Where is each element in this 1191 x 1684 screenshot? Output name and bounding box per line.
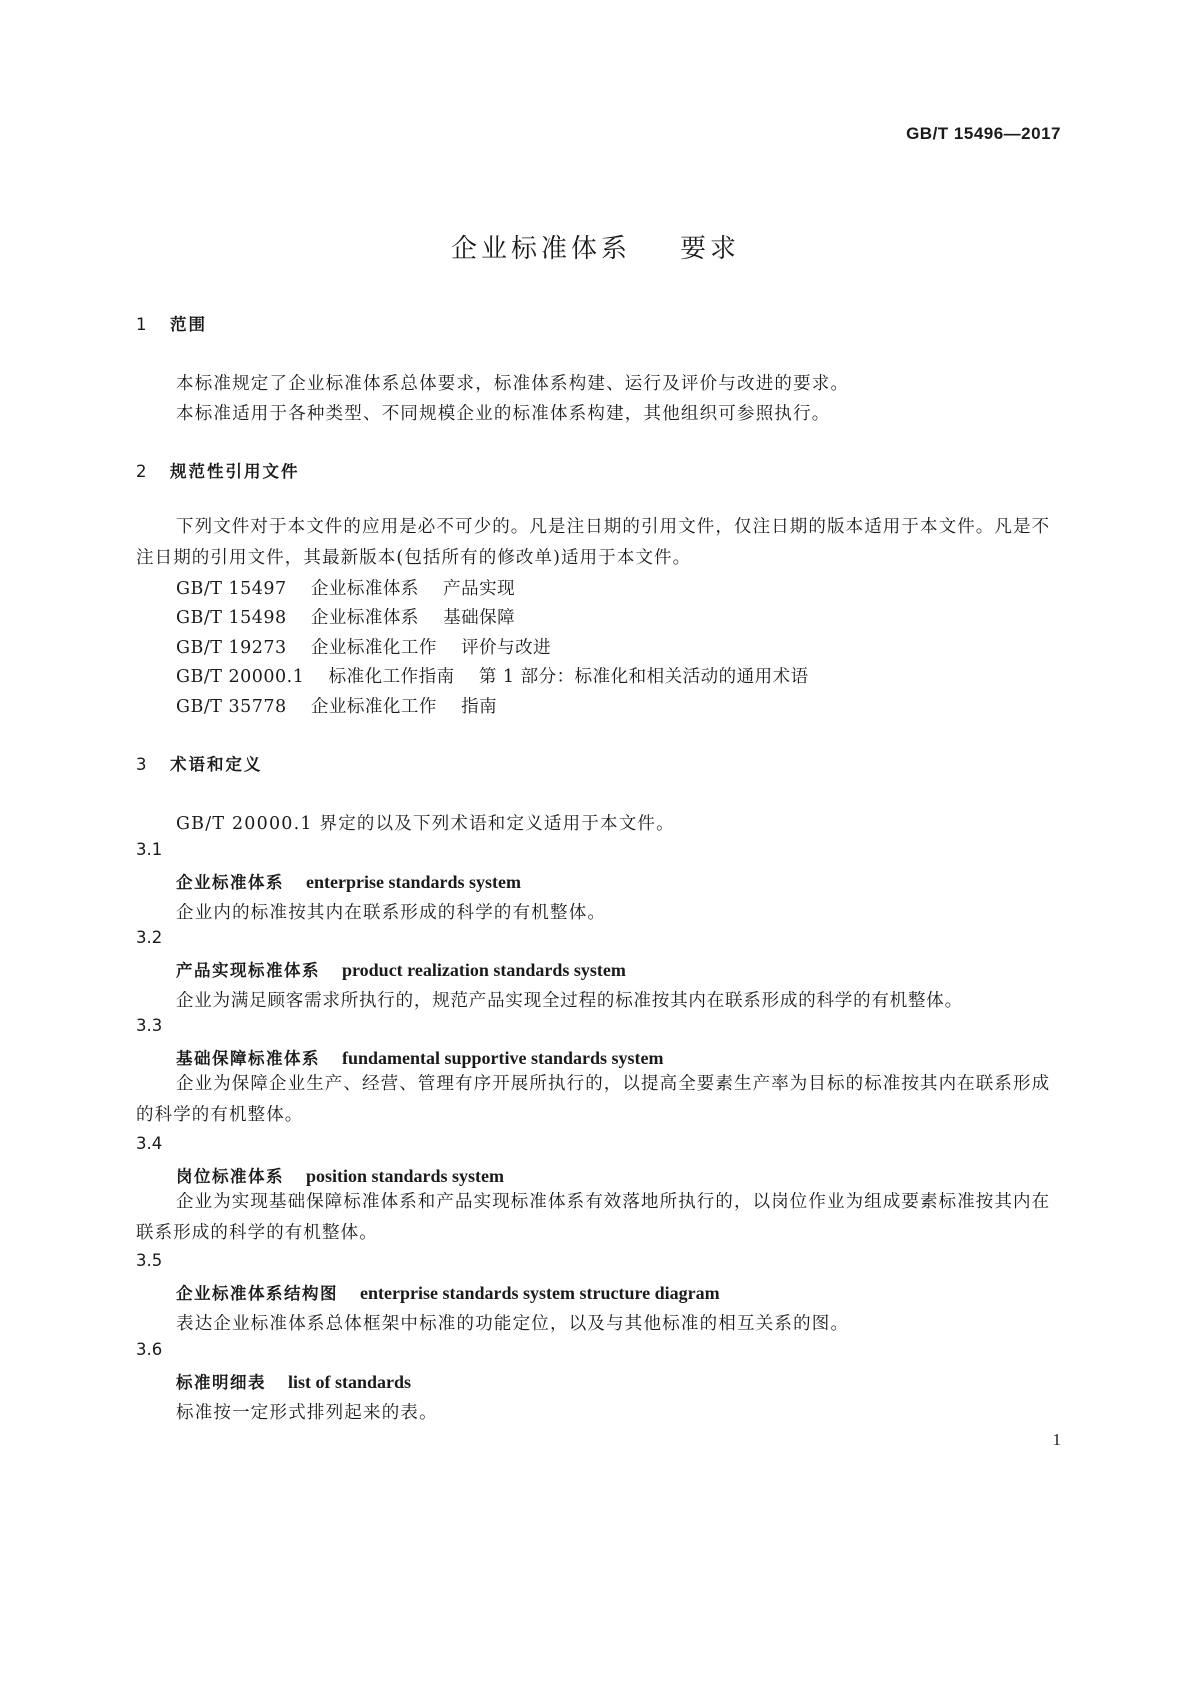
section-number: 2 xyxy=(136,462,147,481)
paragraph: GB/T 20000.1 界定的以及下列术语和定义适用于本文件。 xyxy=(176,814,675,834)
term-heading xyxy=(176,957,626,981)
section-title: 范围 xyxy=(170,315,207,334)
page-number: 1 xyxy=(1052,1430,1061,1449)
reference-item: GB/T 35778 企业标准化工作 指南 xyxy=(176,697,498,717)
reference-item: GB/T 20000.1 标准化工作指南 第 1 部分：标准化和相关活动的通用术语 xyxy=(176,667,809,687)
reference-item: GB/T 15497 企业标准体系 产品实现 xyxy=(176,579,516,599)
term-definition: 标准按一定形式排列起来的表。 xyxy=(176,1403,438,1423)
term-definition: 企业为保障企业生产、经营、管理有序开展所执行的，以提高全要素生产率为目标的标准按其内在联系形成的科学的有机整体。 xyxy=(136,1074,1051,1125)
term-heading xyxy=(176,1280,720,1304)
standard-code: GB/T 15496—2017 xyxy=(906,124,1061,143)
section-title: 术语和定义 xyxy=(170,755,263,774)
reference-item: GB/T 19273 企业标准化工作 评价与改进 xyxy=(176,638,552,658)
term-number: 3.4 xyxy=(136,1134,163,1153)
paragraph: 下列文件对于本文件的应用是必不可少的。凡是注日期的引用文件，仅注日期的版本适用于本文件。凡是不注日期的引用文件，其最新版本(包括所有的修改单)适用于本文件。 xyxy=(136,517,1051,568)
term-zh: 企业标准体系 xyxy=(176,873,284,892)
term-definition: 表达企业标准体系总体框架中标准的功能定位，以及与其他标准的相互关系的图。 xyxy=(176,1314,850,1334)
term-en: enterprise standards system xyxy=(306,872,521,892)
term-number: 3.5 xyxy=(136,1251,163,1270)
document-title: 企业标准体系 要求 xyxy=(450,234,741,264)
reference-item: GB/T 15498 企业标准体系 基础保障 xyxy=(176,608,516,628)
term-definition: 企业为实现基础保障标准体系和产品实现标准体系有效落地所执行的，以岗位作业为组成要素标准按其内在联系形成的科学的有机整体。 xyxy=(136,1192,1051,1243)
section-2-heading xyxy=(136,458,300,482)
term-en: fundamental supportive standards system xyxy=(342,1048,664,1068)
term-heading xyxy=(176,1163,504,1187)
term-en: enterprise standards system structure diagram xyxy=(360,1283,720,1303)
term-definition: 企业内的标准按其内在联系形成的科学的有机整体。 xyxy=(176,903,607,923)
term-heading xyxy=(176,1045,664,1069)
term-zh: 标准明细表 xyxy=(176,1373,266,1392)
section-number: 1 xyxy=(136,315,147,334)
section-number: 3 xyxy=(136,755,147,774)
paragraph: 本标准规定了企业标准体系总体要求，标准体系构建、运行及评价与改进的要求。 xyxy=(176,374,850,394)
term-en: list of standards xyxy=(288,1372,412,1392)
term-zh: 基础保障标准体系 xyxy=(176,1049,320,1068)
term-en: product realization standards system xyxy=(342,960,626,980)
term-zh: 岗位标准体系 xyxy=(176,1167,284,1186)
paragraph: 本标准适用于各种类型、不同规模企业的标准体系构建，其他组织可参照执行。 xyxy=(176,404,831,424)
term-number: 3.6 xyxy=(136,1340,163,1359)
term-heading xyxy=(176,1369,411,1393)
term-zh: 企业标准体系结构图 xyxy=(176,1284,338,1303)
section-1-heading xyxy=(136,311,207,335)
section-3-heading xyxy=(136,751,263,775)
term-definition: 企业为满足顾客需求所执行的，规范产品实现全过程的标准按其内在联系形成的科学的有机整体。 xyxy=(176,991,963,1011)
term-en: position standards system xyxy=(306,1166,505,1186)
term-number: 3.3 xyxy=(136,1016,163,1035)
term-zh: 产品实现标准体系 xyxy=(176,961,320,980)
term-heading xyxy=(176,869,521,893)
term-number: 3.2 xyxy=(136,928,163,947)
term-number: 3.1 xyxy=(136,840,163,859)
section-title: 规范性引用文件 xyxy=(170,462,300,481)
